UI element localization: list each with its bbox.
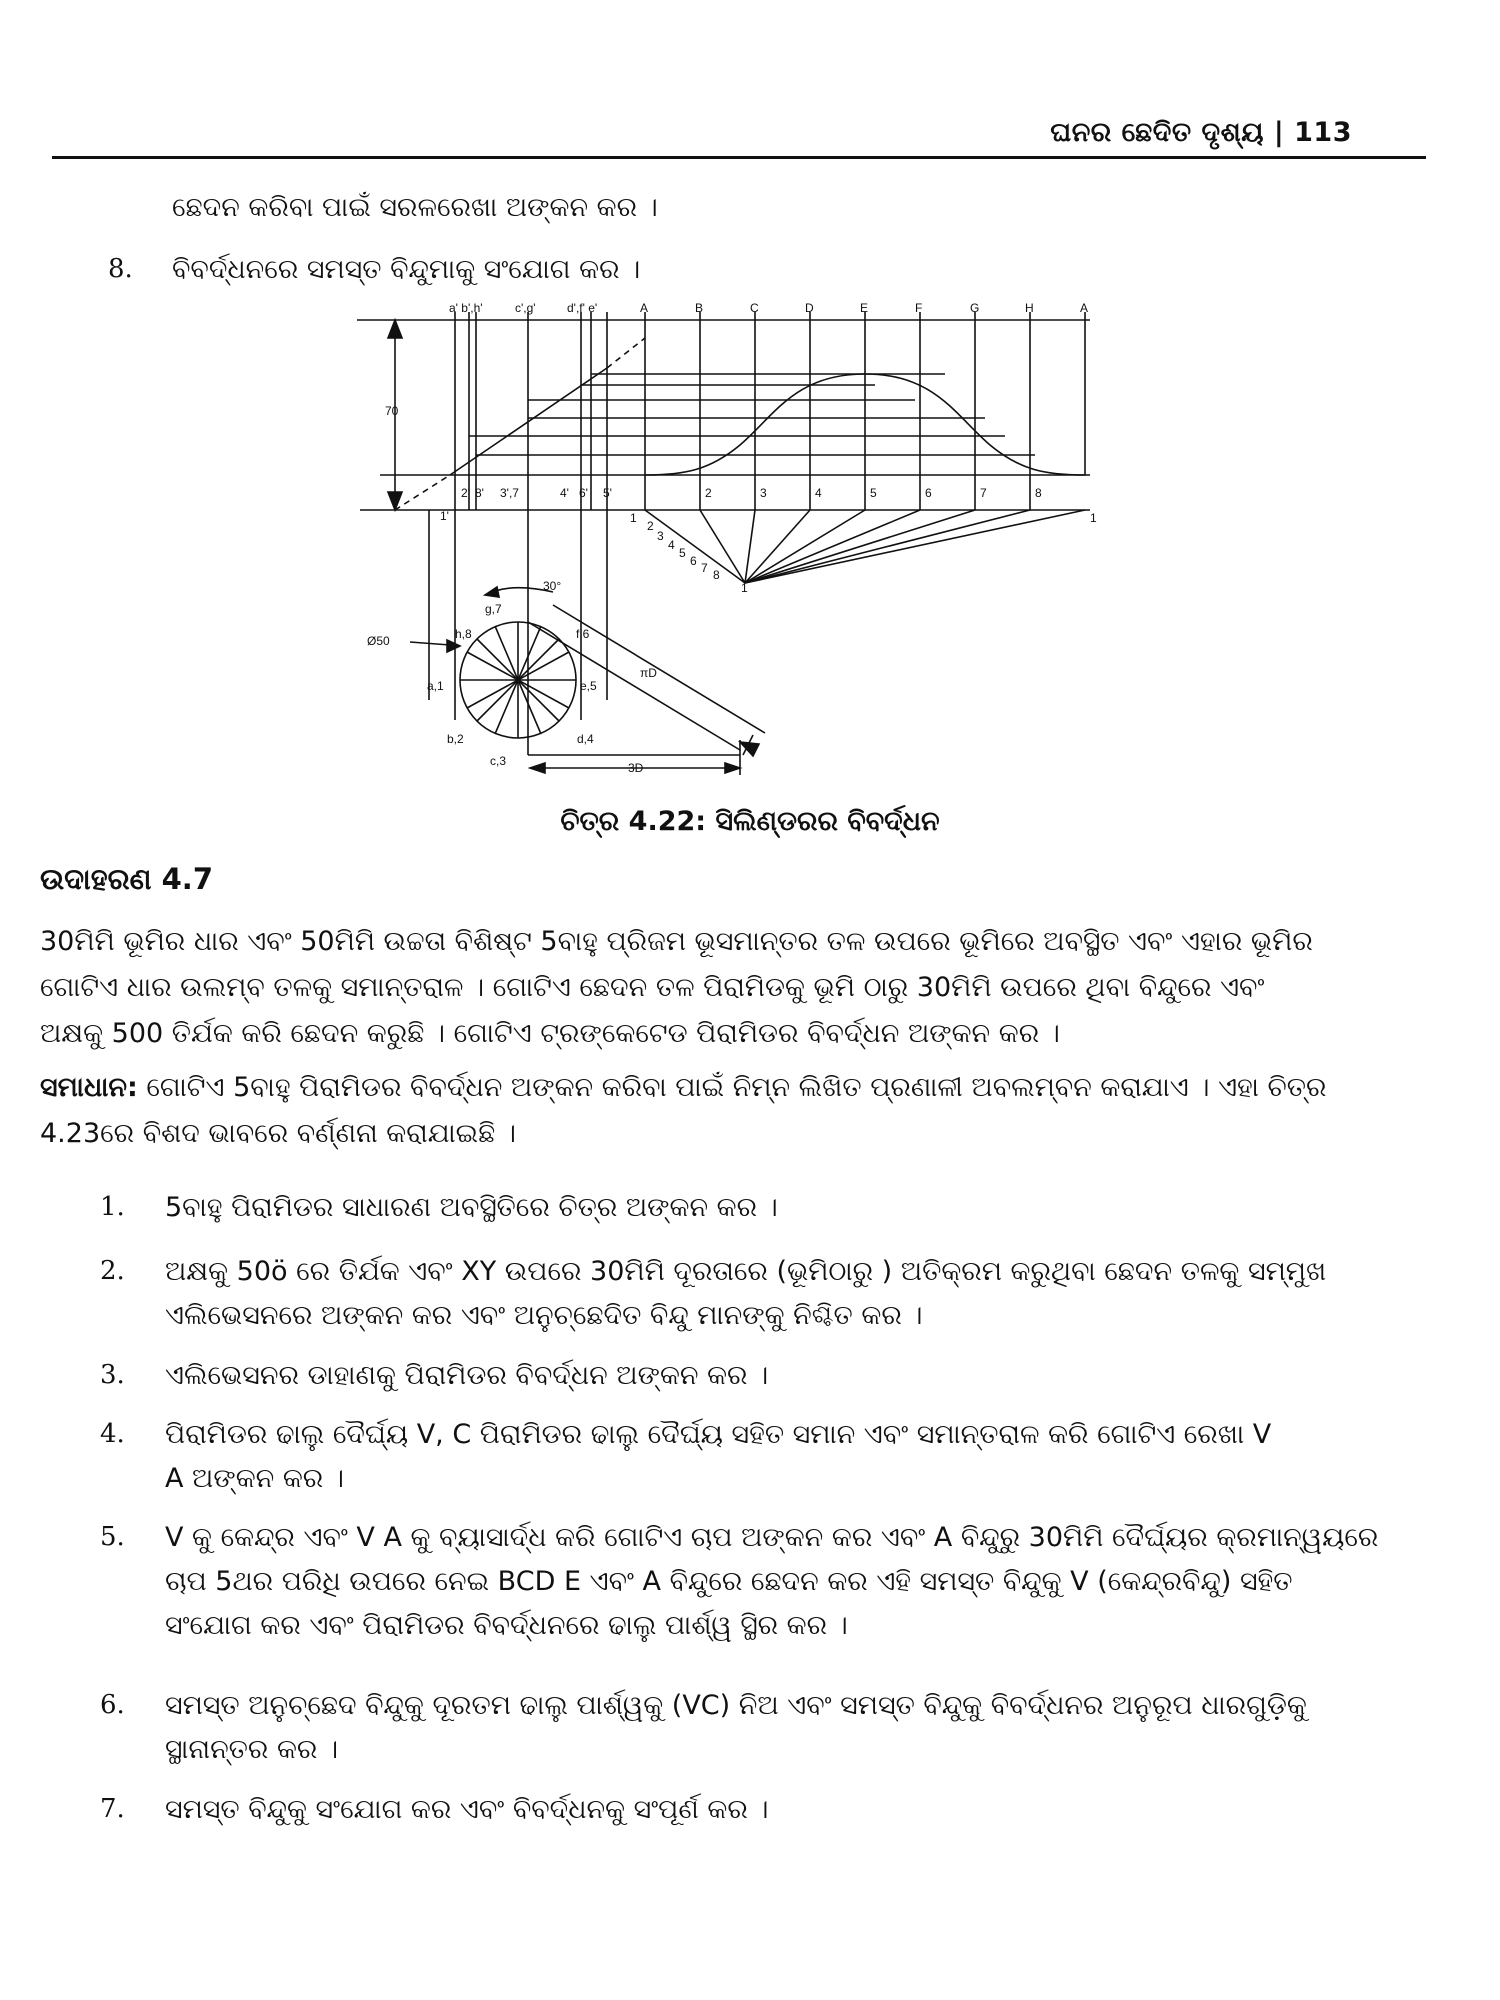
label-top-G: G — [970, 301, 980, 315]
threed-label: 3D — [628, 761, 644, 775]
plan-label-b2: b,2 — [447, 732, 464, 746]
label-top-2: c',g' — [515, 301, 536, 315]
header-rule — [52, 156, 1426, 159]
step-number: 5. — [100, 1522, 125, 1552]
solution-line-1: ଗୋଟିଏ 5ବାହୁ ପିରାମିଡର ବିବର୍ଦ୍ଧନ ଅଙ୍କନ କରିବା ପାଇଁ ନିମ୍ନ ଲିଖିତ ପ୍ରଣାଳୀ ଅବଲମ୍ବନ କରାଯାଏ । ଏହା ଚିତ୍ର — [137, 1072, 1327, 1103]
step8-number: 8. — [108, 254, 133, 284]
elev-label-7: 1' — [440, 509, 449, 523]
dev-label-6: 6 — [925, 486, 932, 500]
step-number: 4. — [100, 1419, 125, 1449]
label-top-A-end: A — [1080, 301, 1089, 315]
step-line: ସମସ୍ତ ଅନୁଚ୍ଛେଦ ବିନ୍ଦୁକୁ ଦୂରତମ ଢାଲୁ ପାର୍ଶ୍ୱକୁ (VC) ନିଅ ଏବଂ ସମସ୍ତ ବିନ୍ଦୁକୁ ବିବର୍ଦ୍ଧନର ଅନୁରୂପ ଧାରଗୁଡ଼ିକୁ — [165, 1690, 1307, 1721]
fan-label-1: 1 — [741, 581, 748, 595]
step-number: 2. — [100, 1256, 125, 1286]
step-number: 6. — [100, 1690, 125, 1720]
step-number: 3. — [100, 1360, 125, 1390]
step-number: 7. — [100, 1794, 125, 1824]
problem-line-1: 30ମିମି ଭୂମିର ଧାର ଏବଂ 50ମିମି ଉଚ୍ଚତା ବିଶିଷ୍ଟ 5ବାହୁ ପ୍ରିଜମ ଭୂସମାନ୍ତର ତଳ ଉପରେ ଭୂମିରେ ଅବସ୍ଥିତ ଏବଂ ଏହାର ଭୂମିର — [40, 926, 1313, 957]
elev-label-6: 5' — [603, 486, 612, 500]
elev-label-1: 2' — [461, 486, 470, 500]
step-line: ସମସ୍ତ ବିନ୍ଦୁକୁ ସଂଯୋଗ କର ଏବଂ ବିବର୍ଦ୍ଧନକୁ ସଂପୂର୍ଣ କର । — [165, 1794, 769, 1825]
plan-label-e5: e,5 — [580, 679, 597, 693]
label-top-3: d',f' e' — [567, 301, 598, 315]
pid-label: πD — [640, 666, 657, 680]
dev-label-2: 2 — [705, 486, 712, 500]
step-line: V କୁ କେନ୍ଦ୍ର ଏବଂ V A କୁ ବ୍ୟାସାର୍ଦ୍ଧ କରି ଗୋଟିଏ ଚାପ ଅଙ୍କନ କର ଏବଂ A ବିନ୍ଦୁରୁ 30ମିମି ଦୈର୍ଘ୍ୟର କ୍ରମାନ୍ୱୟରେ — [165, 1522, 1379, 1553]
label-top-D: D — [805, 301, 814, 315]
problem-line-3: ଅକ୍ଷକୁ 500 ତିର୍ଯକ କରି ଛେଦନ କରୁଛି । ଗୋଟିଏ ଟ୍ରଙ୍କେଟେଡ ପିରାମିଡର ବିବର୍ଦ୍ଧନ ଅଙ୍କନ କର । — [40, 1018, 1060, 1049]
elev-label-2: 8' — [475, 486, 484, 500]
step-line: ପିରାମିଡର ଢାଲୁ ଦୈର୍ଘ୍ୟ V, C ପିରାମିଡର ଢାଲୁ ଦୈର୍ଘ୍ୟ ସହିତ ସମାନ ଏବଂ ସମାନ୍ତରାଳ କରି ଗୋଟିଏ ରେଖା V — [165, 1419, 1272, 1450]
label-top-B: B — [695, 301, 704, 315]
dev-label-3: 3 — [760, 486, 767, 500]
plan-label-g7: g,7 — [485, 602, 502, 616]
dev-label-5: 5 — [870, 486, 877, 500]
step-line: ଅକ୍ଷକୁ 50ö ରେ ତିର୍ଯକ ଏବଂ XY ଉପରେ 30ମିମି ଦୂରତାରେ (ଭୂମିଠାରୁ ) ଅତିକ୍ରମ କରୁଥିବା ଛେଦନ ତଳକୁ ସମ୍ମୁଖ — [165, 1256, 1327, 1287]
plan-label-f6: f,6 — [576, 627, 590, 641]
step-line: ଏଲିଭେସନରେ ଅଙ୍କନ କର ଏବଂ ଅନୁଚ୍ଛେଦିତ ବିନ୍ଦୁ ମାନଙ୍କୁ ନିଶ୍ଚିତ କର । — [165, 1300, 923, 1331]
figure-caption: ଚିତ୍ର 4.22: ସିଲିଣ୍ଡରର ବିବର୍ଦ୍ଧନ — [560, 806, 940, 837]
solution-label: ସମାଧାନ: — [40, 1072, 138, 1103]
step-line: ଚାପ 5ଥର ପରିଧି ଉପରେ ନେଇ BCD E ଏବଂ A ବିନ୍ଦୁରେ ଛେଦନ କର ଏହି ସମସ୍ତ ବିନ୍ଦୁକୁ V (କେନ୍ଦ୍ରବିନ୍ଦୁ) ସହିତ — [165, 1566, 1293, 1597]
label-top-C: C — [750, 301, 759, 315]
step8-text: ବିବର୍ଦ୍ଧନରେ ସମସ୍ତ ବିନ୍ଦୁମାକୁ ସଂଯୋଗ କର । — [172, 254, 641, 285]
plan-label-a1: a,1 — [427, 679, 444, 693]
label-top-1: a' b',h' — [449, 301, 483, 315]
plan-label-d4: d,4 — [577, 732, 594, 746]
fan-label-4: 4 — [668, 538, 675, 552]
step-line: ସ୍ଥାନାନ୍ତର କର । — [165, 1734, 339, 1765]
problem-line-2: ଗୋଟିଏ ଧାର ଉଲମ୍ବ ତଳକୁ ସମାନ୍ତରାଳ । ଗୋଟିଏ ଛେଦନ ତଳ ପିରାମିଡକୁ ଭୂମି ଠାରୁ 30ମିମି ଉପରେ ଥିବା ବିନ୍ଦୁରେ ଏବଂ — [40, 972, 1265, 1003]
dev-label-4: 4 — [815, 486, 822, 500]
dev-label-7: 7 — [980, 486, 987, 500]
example-heading: ଉଦାହରଣ 4.7 — [40, 862, 214, 896]
step-line: ସଂଯୋଗ କର ଏବଂ ପିରାମିଡର ବିବର୍ଦ୍ଧନରେ ଢାଲୁ ପାର୍ଶ୍ୱ ସ୍ଥିର କର । — [165, 1610, 848, 1641]
step-line: A ଅଙ୍କନ କର । — [165, 1463, 345, 1494]
fan-label-2: 2 — [647, 519, 654, 533]
fan-label-5: 5 — [679, 546, 686, 560]
solution-paragraph — [40, 1068, 1326, 1108]
plan-label-h8: h,8 — [455, 627, 472, 641]
elev-label-4: 4' — [560, 486, 569, 500]
elev-label-3: 3',7 — [500, 486, 519, 500]
fan-label-7: 7 — [701, 561, 708, 575]
dev-label-8: 8 — [1035, 486, 1042, 500]
height-dimension-label: 70 — [385, 404, 399, 418]
label-top-F: F — [915, 301, 923, 315]
label-top-E: E — [860, 301, 869, 315]
running-header: ଘନର ଛେଦିତ ଦୃଶ୍ୟ | 113 — [1050, 117, 1352, 148]
step-number: 1. — [100, 1192, 125, 1222]
fan-label-left: 1 — [630, 511, 637, 525]
angle-label: 30° — [543, 579, 562, 593]
fan-label-8: 8 — [713, 568, 720, 582]
diameter-label: Ø50 — [367, 634, 390, 648]
dev-label-1: 1 — [1090, 511, 1097, 525]
label-top-H: H — [1025, 301, 1034, 315]
label-top-A: A — [640, 301, 649, 315]
solution-line-2: 4.23ରେ ବିଶଦ ଭାବରେ ବର୍ଣ୍ଣନା କରାଯାଇଛି । — [40, 1118, 516, 1149]
step-line: 5ବାହୁ ପିରାମିଡର ସାଧାରଣ ଅବସ୍ଥିତିରେ ଚିତ୍ର ଅଙ୍କନ କର । — [165, 1192, 778, 1223]
fan-label-6: 6 — [690, 554, 697, 568]
plan-label-c3: c,3 — [490, 754, 507, 768]
continuation-line: ଛେଦନ କରିବା ପାଇଁ ସରଳରେଖା ଅଙ୍କନ କର । — [172, 192, 658, 223]
cylinder-development-figure — [355, 300, 1100, 775]
elev-label-5: 6' — [579, 486, 588, 500]
fan-label-3: 3 — [657, 529, 664, 543]
step-line: ଏଲିଭେସନର ଡାହାଣକୁ ପିରାମିଡର ବିବର୍ଦ୍ଧନ ଅଙ୍କନ କର । — [165, 1360, 769, 1391]
